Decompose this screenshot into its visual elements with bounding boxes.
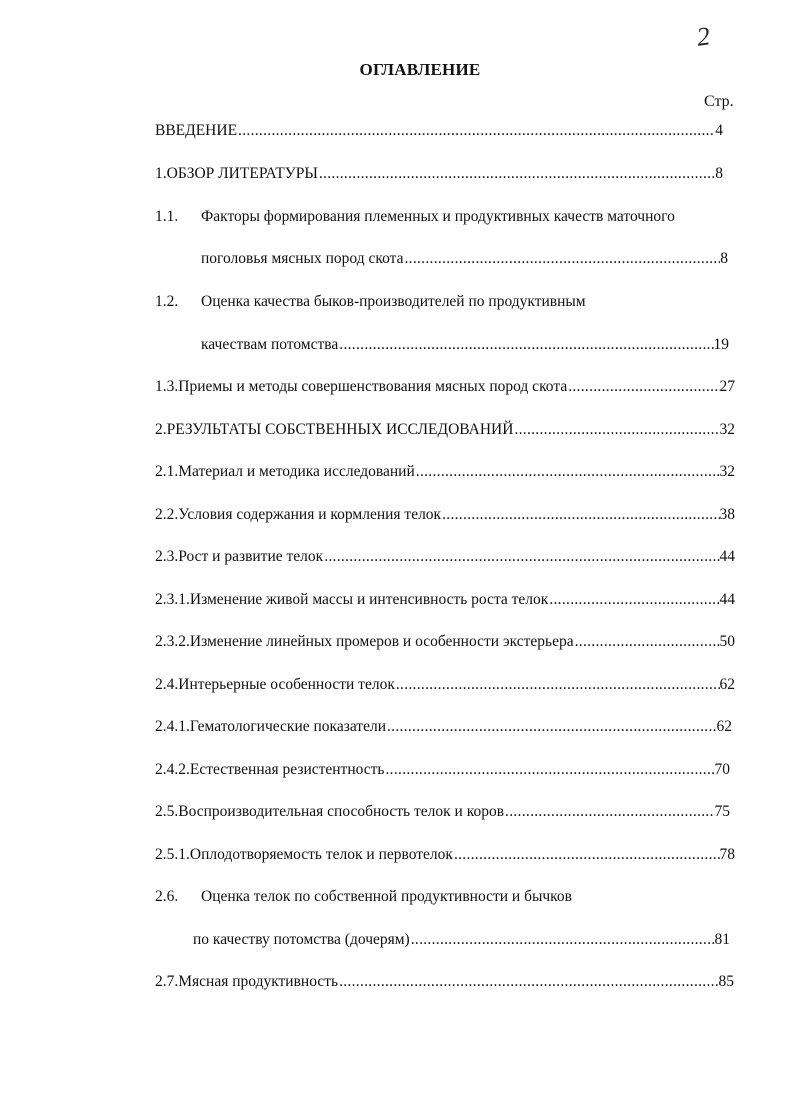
- toc-entry-page: 8: [715, 165, 723, 182]
- dot-leader: [505, 803, 714, 821]
- toc-entry-intro: [155, 122, 723, 144]
- page-title: ОГЛАВЛЕНИЕ: [359, 60, 481, 79]
- toc-entry-text: ОБЗОР ЛИТЕРАТУРЫ: [166, 165, 318, 182]
- toc-entry-number: 2.4.2.: [155, 761, 190, 778]
- toc-entry-text: Гематологические показатели: [189, 718, 386, 735]
- dot-leader: [387, 718, 717, 736]
- toc-entry-text: РЕЗУЛЬТАТЫ СОБСТВЕННЫХ ИССЛЕДОВАНИЙ: [166, 421, 514, 438]
- toc-entry-number: 1.1.: [155, 208, 179, 225]
- toc-entry-s2-4: [155, 676, 735, 698]
- page-column-label: Стр.: [704, 93, 734, 110]
- dot-leader: [238, 122, 715, 140]
- toc-entry-text: Материал и методика исследований: [178, 463, 415, 480]
- dot-leader: [396, 676, 720, 694]
- toc-entry-number: 2.: [155, 421, 167, 438]
- toc-entry-s2-3-2: [155, 633, 735, 655]
- dot-leader: [514, 421, 719, 439]
- dot-leader: [568, 378, 719, 396]
- toc-entry-text: качествам потомства: [201, 336, 339, 353]
- toc-entry-text: поголовья мясных пород скота: [201, 250, 404, 267]
- toc-entry-number: 2.3.1.: [155, 591, 190, 608]
- toc-entry-number: 2.1.: [155, 463, 179, 480]
- toc-entry-s2-5: [155, 803, 730, 825]
- toc-entry-page: 44: [719, 548, 735, 565]
- toc-entry-number: 2.7.: [155, 973, 179, 990]
- dot-leader: [549, 591, 719, 609]
- toc-entry-number: 2.5.: [155, 803, 179, 820]
- toc-entry-s1-1-line1: [155, 208, 675, 226]
- toc-entry-number: 2.6.: [155, 888, 179, 905]
- dot-leader: [442, 506, 719, 524]
- dot-leader: [339, 336, 713, 354]
- toc-entry-text: Рост и развитие телок: [178, 548, 324, 565]
- toc-entry-page: 70: [714, 761, 730, 778]
- toc-entry-s2: [155, 421, 735, 443]
- toc-entry-page: 81: [714, 931, 730, 948]
- toc-entry-page: 19: [713, 336, 729, 353]
- toc-entry-number: 2.2.: [155, 506, 179, 523]
- toc-entry-text: Оценка телок по собственной продуктивности и бычков: [201, 888, 572, 905]
- toc-entry-s1-2-line1: [155, 293, 586, 311]
- toc-entry-text: Изменение живой массы и интенсивность роста телок: [189, 591, 549, 608]
- toc-entry-s2-4-1: [155, 718, 732, 740]
- toc-entry-s2-4-2: [155, 761, 730, 783]
- toc-entry-text: Естественная резистентность: [189, 761, 385, 778]
- toc-entry-s2-5-1: [155, 846, 735, 868]
- toc-entry-page: 44: [719, 591, 735, 608]
- toc-entry-text: Мясная продуктивность: [178, 973, 339, 990]
- toc-entry-s1-1-line2: [201, 250, 728, 272]
- toc-entry-page: 62: [716, 718, 732, 735]
- toc-entry-page: 50: [719, 633, 735, 650]
- toc-entry-text: Факторы формирования племенных и продуктивных качеств маточного: [201, 208, 675, 225]
- dot-leader: [324, 548, 719, 566]
- toc-entry-text: Оплодотворяемость телок и первотелок: [189, 846, 453, 863]
- dot-leader: [386, 761, 715, 779]
- toc-entry-page: 27: [719, 378, 735, 395]
- toc-entry-number: 1.3.: [155, 378, 179, 395]
- toc-entry-s2-3: [155, 548, 735, 570]
- toc-entry-number: 2.3.2.: [155, 633, 190, 650]
- toc-entry-page: 38: [719, 506, 735, 523]
- toc-entry-page: 85: [718, 973, 734, 990]
- toc-entry-page: 32: [719, 421, 735, 438]
- toc-entry-text: Интерьерные особенности телок: [178, 676, 395, 693]
- dot-leader: [339, 973, 718, 991]
- toc-entry-text: ВВЕДЕНИЕ: [155, 122, 238, 139]
- toc-entry-page: 75: [714, 803, 730, 820]
- toc-entry-page: 8: [720, 250, 728, 267]
- toc-entry-s2-1: [155, 463, 735, 485]
- dot-leader: [416, 463, 720, 481]
- toc-entry-number: 2.4.: [155, 676, 179, 693]
- toc-entry-number: 2.5.1.: [155, 846, 190, 863]
- handwritten-page-number: 2: [694, 21, 712, 52]
- toc-entry-page: 32: [719, 463, 735, 480]
- toc-entry-page: 4: [715, 122, 723, 139]
- toc-entry-s1-2-line2: [201, 336, 729, 358]
- toc-entry-text: Оценка качества быков-производителей по продуктивным: [201, 293, 586, 310]
- dot-leader: [454, 846, 720, 864]
- toc-entry-text: по качеству потомства (дочерям): [193, 931, 410, 948]
- toc-entry-s1-3: [155, 378, 735, 400]
- toc-entry-s2-2: [155, 506, 735, 528]
- toc-entry-page: 62: [719, 676, 735, 693]
- toc-entry-text: Условия содержания и кормления телок: [178, 506, 442, 523]
- toc-entry-text: Приемы и методы совершенствования мясных пород скота: [178, 378, 568, 395]
- dot-leader: [319, 165, 715, 183]
- toc-entry-number: 1.2.: [155, 293, 179, 310]
- dot-leader: [404, 250, 720, 268]
- dot-leader: [575, 633, 720, 651]
- dot-leader: [411, 931, 715, 949]
- toc-entry-s1: [155, 165, 723, 187]
- toc-entry-s2-7: [155, 973, 734, 995]
- toc-entry-number: 2.4.1.: [155, 718, 190, 735]
- toc-entry-number: 1.: [155, 165, 167, 182]
- toc-entry-s2-6-line2: [193, 931, 730, 953]
- toc-entry-text: Изменение линейных промеров и особенности экстерьера: [189, 633, 574, 650]
- toc-entry-text: Воспроизводительная способность телок и коров: [178, 803, 505, 820]
- toc-entry-s2-3-1: [155, 591, 735, 613]
- toc-entry-s2-6-line1: [155, 888, 572, 906]
- toc-entry-page: 78: [719, 846, 735, 863]
- toc-entry-number: 2.3.: [155, 548, 179, 565]
